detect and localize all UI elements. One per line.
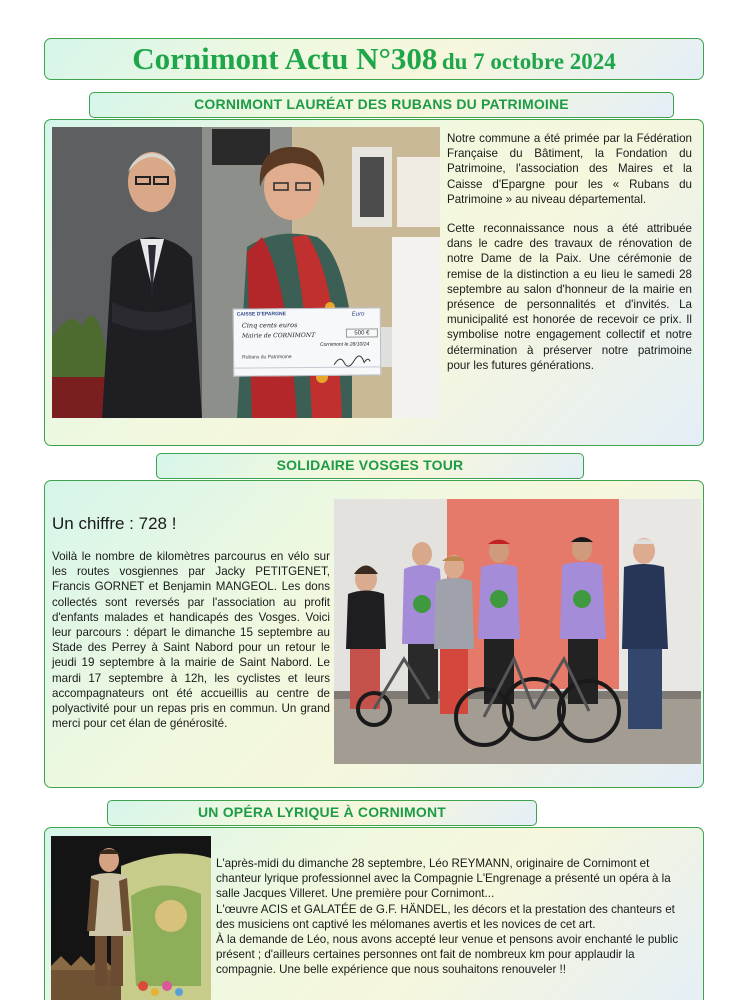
cheque-payee: Mairie de CORNIMONT <box>241 331 316 340</box>
ceremony-photo <box>52 127 440 418</box>
opera-paragraph-3: À la demande de Léo, nous avons accepté leur venue et pensons avoir enchanté le public présent ; d'ailleurs certaines personnes ont fait de nombreux km pour applaudir la compagnie. Une belle expérience que nous souhaitons renouveler !! <box>216 933 679 977</box>
cheque-bank: CAISSE D'EPARGNE <box>236 311 286 318</box>
rubans-paragraph-2: Cette reconnaissance nous a été attribuée dans le cadre des travaux de rénovation de notre Dame de la Paix. Une cérémonie de remise de la distinction a eu lieu le samedi 28 septembre au salon d'honneur de la mairie en présence de personnalités et d'invités. La municipalité est honorée de recevoir ce prix. Il symbolise notre engagement collectif et notre détermination à préserver notre patrimoine pour les futures générations. <box>447 222 692 372</box>
cheque-sign-label: Rubans du Patrimoine <box>242 354 292 361</box>
section-heading-rubans: CORNIMONT LAURÉAT DES RUBANS DU PATRIMOINE <box>89 92 674 118</box>
cheque <box>233 307 382 376</box>
opera-paragraph-2: L'œuvre ACIS et GALATÉE de G.F. HÄNDEL, les décors et la prestation des chanteurs et des musiciens ont captivé les mélomanes avertis et les novices de cet art. <box>216 902 675 931</box>
cheque-place-date: Cornimont le 28/10/24 <box>319 341 370 348</box>
opera-paragraph-1: L'après-midi du dimanche 28 septembre, Léo REYMANN, originaire de Cornimont et chanteur lyrique professionnel avec la Compagnie L'Engrenage a présenté un opéra à la salle Jacques Villeret. Une première pour Cornimont... <box>216 857 671 901</box>
cheque-amount-words: Cinq cents euros <box>241 321 298 330</box>
vosges-tour-subheading: Un chiffre : 728 ! <box>52 514 177 533</box>
opera-text <box>216 856 696 978</box>
newsletter-date: du 7 octobre 2024 <box>441 49 616 74</box>
rubans-paragraph-1: Notre commune a été primée par la Fédération Française du Bâtiment, la Fondation du Patrimoine, l'association des Maires et la Caisse d'Epargne pour les « Rubans du Patrimoine » au niveau départemental. <box>447 132 692 206</box>
cheque-euro-logo: Euro <box>351 311 365 318</box>
cyclists-photo <box>334 499 701 764</box>
rubans-text <box>447 131 692 373</box>
opera-photo <box>51 836 211 1000</box>
section-heading-opera: UN OPÉRA LYRIQUE À CORNIMONT <box>107 800 537 826</box>
cheque-amount: 500 € <box>346 328 378 337</box>
newsletter-title: Cornimont Actu N°308 <box>132 41 438 76</box>
cyclists-photo-illustration <box>334 499 701 764</box>
opera-photo-illustration <box>51 836 211 1000</box>
section-heading-vosges-tour: SOLIDAIRE VOSGES TOUR <box>156 453 584 479</box>
masthead <box>44 38 704 80</box>
vosges-tour-text: Voilà le nombre de kilomètres parcourus en vélo sur les routes vosgiennes par Jacky PETITGENET, Francis GORNET et Benjamin MANGEOL. Les dons collectés sont reversés par l'association au profit d'enfants malades et handicapés des Vosges. Voici leur parcours : départ le dimanche 15 septembre au Stade des Perrey à Saint Nabord pour un retour le jeudi 19 septembre à la mairie de Saint Nabord. Le mardi 17 septembre à 12h, les cyclistes et leurs accompagnateurs ont été accueillis au centre de polyactivité pour un repas pris en commun. Un grand merci pour cet élan de générosité. <box>52 550 330 731</box>
